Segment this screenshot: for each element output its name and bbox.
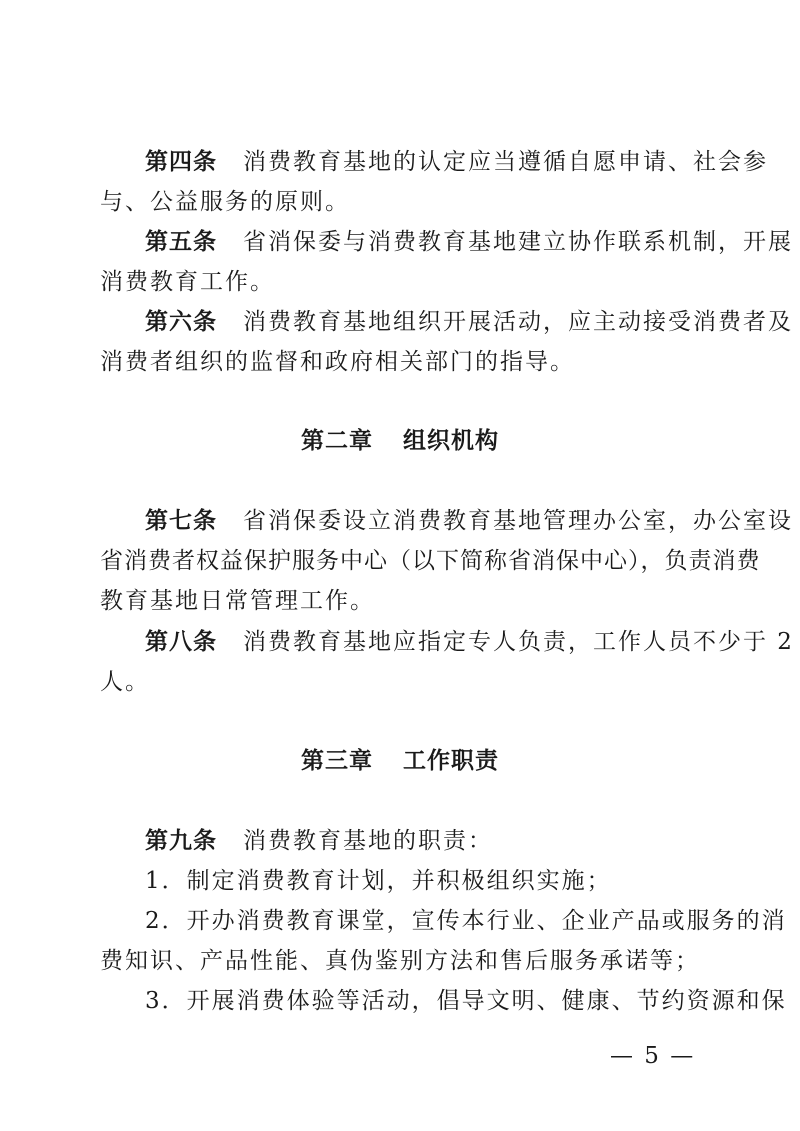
duty-2-line-2: 费知识、产品性能、真伪鉴别方法和售后服务承诺等；: [100, 948, 700, 974]
duty-3-line-1: 3．开展消费体验等活动，倡导文明、健康、节约资源和保: [145, 988, 787, 1014]
article-8-line-1: [145, 626, 794, 658]
article-7-text: 省消保委设立消费教育基地管理办公室，办公室设: [243, 508, 793, 534]
article-6-line-2: 消费者组织的监督和政府相关部门的指导。: [100, 349, 575, 375]
article-8-line-2: 人。: [100, 669, 150, 695]
article-6-text: 消费教育基地组织开展活动，应主动接受消费者及: [243, 309, 793, 335]
article-5-text: 省消保委与消费教育基地建立协作联系机制，开展: [243, 229, 793, 255]
article-7-line-1: [145, 505, 793, 537]
chapter-3-title: 工作职责: [403, 748, 499, 774]
article-4-line-1: [145, 146, 768, 178]
chapter-2-heading: [0, 425, 800, 457]
article-6-label: 第六条: [145, 309, 217, 335]
article-4-text: 消费教育基地的认定应当遵循自愿申请、社会参: [243, 149, 768, 175]
article-7-line-3: 教育基地日常管理工作。: [100, 588, 375, 614]
chapter-2-title: 组织机构: [403, 428, 499, 454]
article-6-line-1: [145, 306, 793, 338]
page-number: — 5 —: [610, 1043, 696, 1069]
chapter-3-number: 第三章: [301, 748, 373, 774]
article-4-line-2: 与、公益服务的原则。: [100, 189, 350, 215]
article-7-line-2: 省消费者权益保护服务中心（以下简称省消保中心），负责消费: [100, 548, 761, 574]
article-8-text: 消费教育基地应指定专人负责，工作人员不少于 2: [243, 629, 794, 655]
article-9-line-1: [145, 825, 493, 857]
article-9-label: 第九条: [145, 828, 217, 854]
duty-1-line: 1．制定消费教育计划，并积极组织实施；: [145, 868, 612, 894]
article-8-label: 第八条: [145, 629, 217, 655]
chapter-3-heading: [0, 745, 800, 777]
article-9-text: 消费教育基地的职责：: [243, 828, 493, 854]
duty-2-line-1: 2．开办消费教育课堂，宣传本行业、企业产品或服务的消: [145, 908, 787, 934]
article-5-label: 第五条: [145, 229, 217, 255]
article-5-line-1: [145, 226, 793, 258]
article-5-line-2: 消费教育工作。: [100, 269, 275, 295]
article-7-label: 第七条: [145, 508, 217, 534]
chapter-2-number: 第二章: [301, 428, 373, 454]
article-4-label: 第四条: [145, 149, 217, 175]
